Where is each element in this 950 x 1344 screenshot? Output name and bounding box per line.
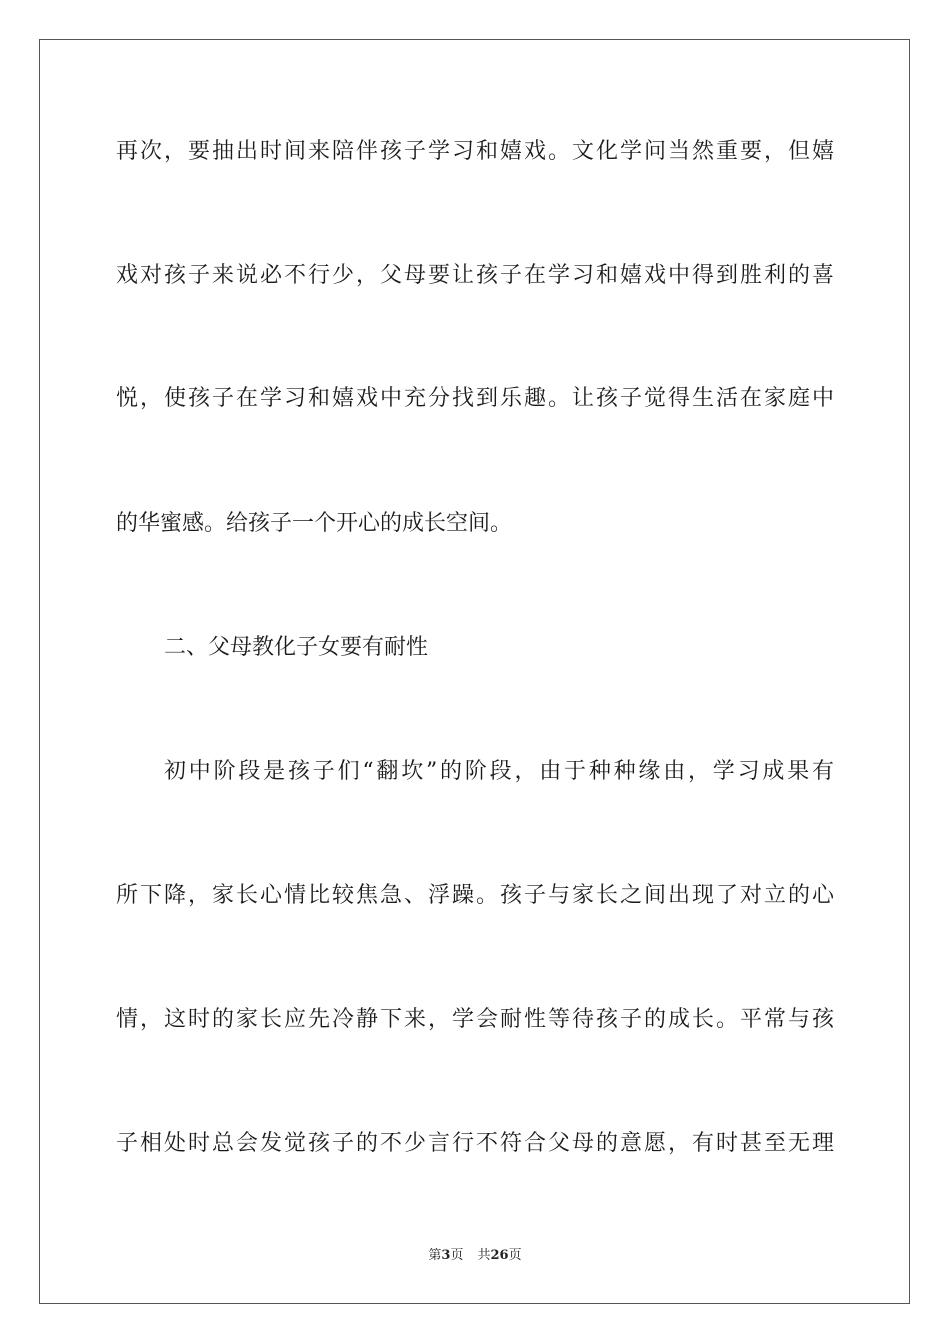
paragraph-line-2: 戏对孩子来说必不行少，父母要让孩子在学习和嬉戏中得到胜利的喜 — [116, 263, 834, 288]
total-prefix: 共 — [477, 1248, 491, 1263]
page-footer — [0, 1247, 950, 1265]
page-number: 3 — [441, 1248, 451, 1263]
paragraph-line-8: 子相处时总会发觉孩子的不少言行不符合父母的意愿，有时甚至无理 — [116, 1131, 834, 1156]
page-suffix: 页 — [450, 1248, 464, 1263]
paragraph-line-5: 初中阶段是孩子们“翻坎”的阶段，由于种种缘由，学习成果有 — [164, 759, 834, 784]
paragraph-line-4: 的华蜜感。给孩子一个开心的成长空间。 — [116, 511, 513, 536]
paragraph-line-1: 再次，要抽出时间来陪伴孩子学习和嬉戏。文化学问当然重要，但嬉 — [116, 139, 834, 164]
total-suffix: 页 — [508, 1248, 522, 1263]
section-heading: 二、父母教化子女要有耐性 — [164, 635, 429, 660]
paragraph-line-3: 悦，使孩子在学习和嬉戏中充分找到乐趣。让孩子觉得生活在家庭中 — [116, 386, 834, 411]
page-border — [39, 39, 910, 1304]
page-prefix: 第 — [428, 1248, 442, 1263]
paragraph-line-6: 所下降，家长心情比较焦急、浮躁。孩子与家长之间出现了对立的心 — [116, 883, 834, 908]
paragraph-line-7: 情，这时的家长应先冷静下来，学会耐性等待孩子的成长。平常与孩 — [116, 1007, 834, 1032]
total-pages: 26 — [490, 1248, 509, 1263]
